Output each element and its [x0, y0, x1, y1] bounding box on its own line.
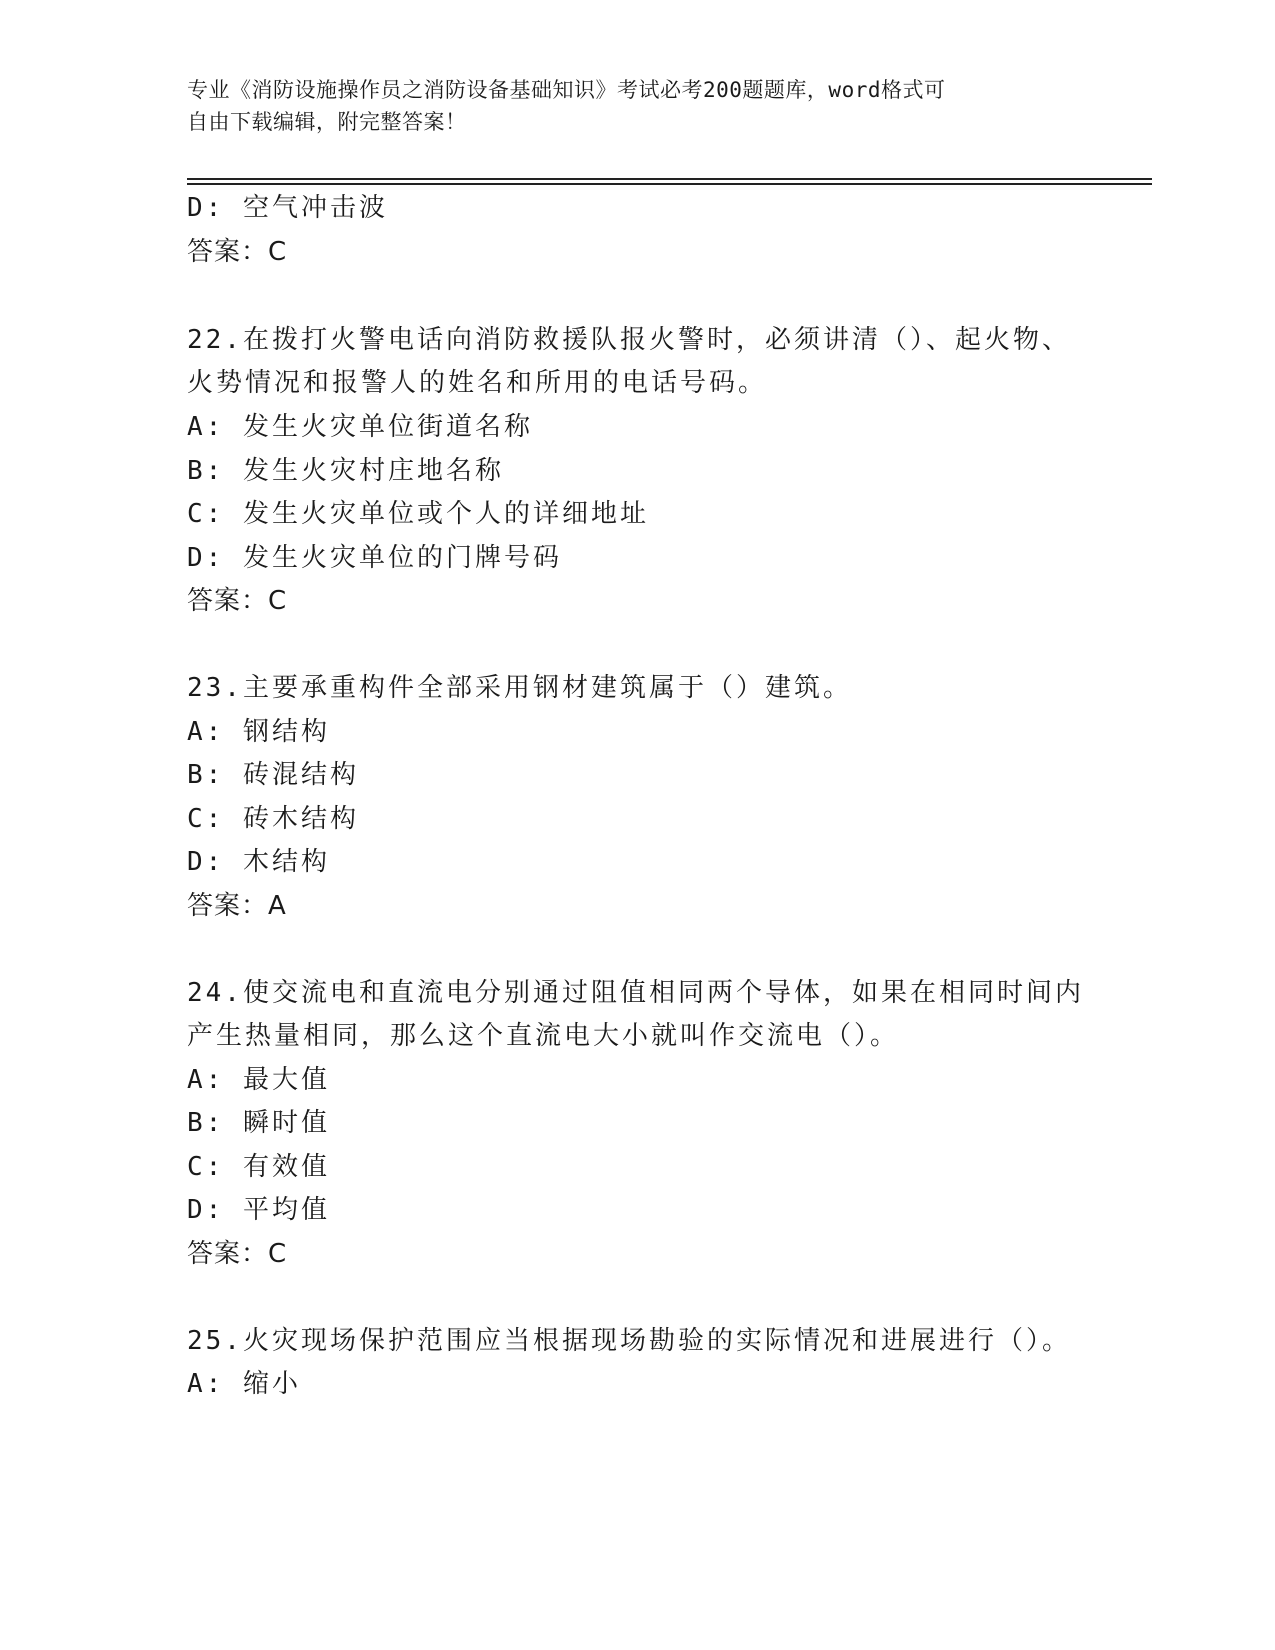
- q21-answer: 答案：C: [187, 237, 288, 267]
- q24-option-c: C: 有效值: [187, 1152, 330, 1182]
- q24-option-b: B: 瞬时值: [187, 1108, 330, 1138]
- q23-stem-line-1: 23.主要承重构件全部采用钢材建筑属于（）建筑。: [187, 673, 852, 703]
- header-rule-top: [187, 178, 1152, 180]
- q25-option-a: A: 缩小: [187, 1369, 301, 1399]
- q22-stem-line-2: 火势情况和报警人的姓名和所用的电话号码。: [187, 368, 768, 398]
- q25-stem-line-1: 25.火灾现场保护范围应当根据现场勘验的实际情况和进展进行（）。: [187, 1326, 1071, 1356]
- q22-option-b: B: 发生火灾村庄地名称: [187, 456, 504, 486]
- q22-option-a: A: 发生火灾单位街道名称: [187, 412, 533, 442]
- q23-option-c: C: 砖木结构: [187, 804, 359, 834]
- document-header: [187, 74, 1087, 138]
- q22-answer: 答案：C: [187, 586, 288, 616]
- q24-stem-line-1: 24.使交流电和直流电分别通过阻值相同两个导体，如果在相同时间内: [187, 978, 1084, 1008]
- q22-option-d: D: 发生火灾单位的门牌号码: [187, 543, 562, 573]
- q21-option-d: D: 空气冲击波: [187, 193, 388, 223]
- q22-stem-line-1: 22.在拨打火警电话向消防救援队报火警时，必须讲清（）、起火物、: [187, 325, 1071, 355]
- q24-answer: 答案：C: [187, 1239, 288, 1269]
- q23-option-d: D: 木结构: [187, 847, 330, 877]
- q24-stem-line-2: 产生热量相同，那么这个直流电大小就叫作交流电（）。: [187, 1021, 900, 1051]
- q23-option-b: B: 砖混结构: [187, 760, 359, 790]
- header-line-2: 自由下载编辑，附完整答案！: [187, 110, 467, 134]
- q23-answer: 答案：A: [187, 891, 287, 921]
- q23-option-a: A: 钢结构: [187, 717, 330, 747]
- q24-option-a: A: 最大值: [187, 1065, 330, 1095]
- q24-option-d: D: 平均值: [187, 1195, 330, 1225]
- header-line-1: 专业《消防设施操作员之消防设备基础知识》考试必考200题题库，word格式可: [187, 78, 946, 102]
- header-rule-bottom: [187, 183, 1152, 185]
- q22-option-c: C: 发生火灾单位或个人的详细地址: [187, 499, 649, 529]
